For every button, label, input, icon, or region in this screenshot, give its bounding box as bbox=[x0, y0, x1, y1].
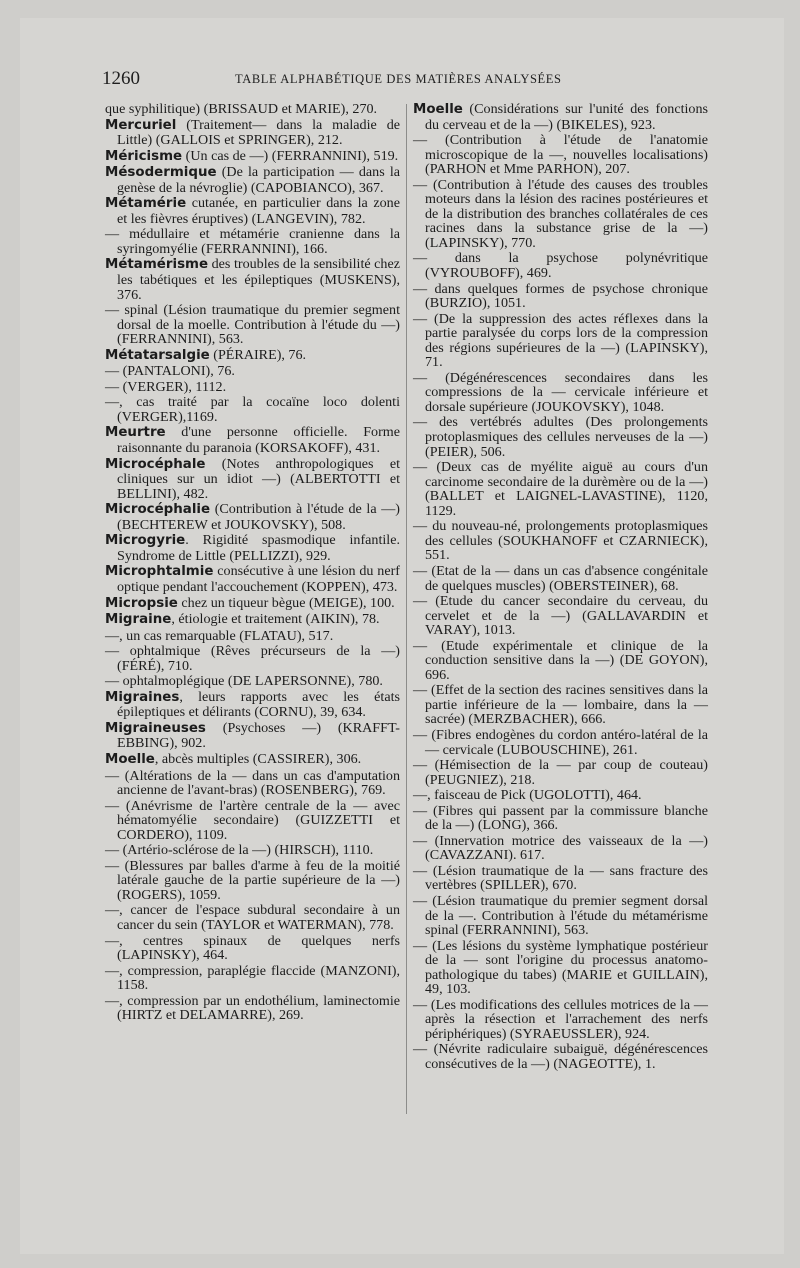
index-entry bbox=[413, 282, 708, 311]
index-entry bbox=[105, 674, 400, 689]
entry-headword: Métamérie bbox=[105, 196, 187, 212]
index-entry bbox=[105, 690, 400, 720]
entry-text: (De la participation — dans la genèse de la névroglie) (CAPOBIANCO), 367. bbox=[117, 164, 400, 196]
entry-headword: Moelle bbox=[413, 102, 463, 117]
index-entry bbox=[105, 934, 400, 963]
index-entry bbox=[413, 594, 708, 638]
index-entry bbox=[105, 721, 400, 751]
index-entry bbox=[413, 998, 708, 1042]
entry-text: — (Névrite radiculaire subaiguë, dégénérescences consécutives de la —) (NAGEOTTE), 1. bbox=[413, 1041, 708, 1072]
entry-text: — (Innervation motrice des vaisseaux de la —) (CAVAZZANI). 617. bbox=[413, 832, 708, 864]
entry-text: —, centres spinaux de quelques nerfs (LAPINSKY), 464. bbox=[105, 932, 400, 964]
index-entry bbox=[105, 612, 400, 628]
index-entry bbox=[413, 939, 708, 997]
index-entry bbox=[413, 834, 708, 863]
entry-headword: Migraines bbox=[105, 689, 180, 705]
index-entry bbox=[413, 1042, 708, 1071]
entry-text: — (VERGER), 1112. bbox=[105, 378, 227, 395]
entry-text: —, cas traité par la cocaïne loco dolenti (VERGER),1169. bbox=[105, 394, 400, 425]
entry-text: (Un cas de —) (FERRANNINI), 519. bbox=[182, 147, 399, 164]
entry-text: — (Effet de la section des racines sensitives dans la partie inférieure de la — lombaire, dans la — sacrée) (MERZBACHER), 666. bbox=[413, 682, 708, 728]
index-entry bbox=[105, 196, 400, 226]
index-entry bbox=[413, 804, 708, 833]
index-entry bbox=[105, 364, 400, 379]
index-entry bbox=[413, 102, 708, 132]
entry-text: — (Deux cas de myélite aiguë au cours d'un carcinome secondaire de la durèmère ou de la —) (BALLET et LAIGNEL-LAVASTINE), 1120, 1129. bbox=[413, 459, 708, 519]
index-column-left bbox=[105, 102, 400, 1024]
entry-text: — (Fibres endogènes du cordon antéro-latéral de la — cervicale (LUBOUSCHINE), 261. bbox=[413, 726, 708, 758]
entry-text: (Contribution à l'étude de la —) (BECHTEREW et JOUKOVSKY), 508. bbox=[117, 501, 400, 533]
entry-text: — (Lésion traumatique du premier segment dorsal de la —. Contribution à l'étude du métamérisme spinal (FERRANNINI), 563. bbox=[413, 892, 708, 939]
entry-text: —, compression, paraplégie flaccide (MANZONI), 1158. bbox=[105, 962, 400, 994]
entry-text: — (Contribution à l'étude de l'anatomie microscopique de la —, nouvelles localisations) (PARHON et Mme PARHON), 207. bbox=[413, 132, 708, 178]
entry-headword: Microphtalmie bbox=[105, 564, 214, 580]
index-entry bbox=[413, 758, 708, 787]
entry-headword: Meurtre bbox=[105, 425, 166, 441]
entry-text: — (Etat de la — dans un cas d'absence congénitale de quelques muscles) (OBERSTEINER), 68. bbox=[413, 562, 708, 594]
entry-text: consécutive à une lésion du nerf optique pendant l'accouchement (KOPPEN), 473. bbox=[117, 563, 400, 595]
index-entry bbox=[413, 251, 708, 280]
index-entry bbox=[105, 752, 400, 768]
index-entry bbox=[413, 864, 708, 893]
entry-text: (Psychoses —) (KRAFFT-EBBING), 902. bbox=[117, 719, 400, 752]
entry-text: , abcès multiples (CASSIRER), 306. bbox=[154, 750, 362, 767]
entry-text: — (Dégénérescences secondaires dans les compressions de la — cervicale inférieure et dorsale supérieure (JOUKOVSKY), 1048. bbox=[413, 369, 708, 415]
entry-text: d'une personne officielle. Forme raisonnante du paranoia (KORSAKOFF), 431. bbox=[117, 424, 400, 457]
entry-headword: Méricisme bbox=[105, 148, 183, 164]
index-entry bbox=[413, 519, 708, 563]
entry-text: — (Contribution à l'étude des causes des troubles moteurs dans la lésion des racines postérieures et de la distribution des branches collatérales de ces racines dans la substance grise de la —) (LAPINSKY), 770. bbox=[413, 176, 708, 251]
index-entry bbox=[105, 165, 400, 195]
entry-text: — (Artério-sclérose de la —) (HIRSCH), 1110. bbox=[105, 842, 374, 859]
index-entry bbox=[413, 639, 708, 683]
index-entry bbox=[413, 894, 708, 938]
index-entry bbox=[413, 312, 708, 370]
index-entry bbox=[413, 728, 708, 757]
entry-text: — (Etude expérimentale et clinique de la conduction sensitive dans la —) (DE GOYON), 696. bbox=[413, 637, 708, 683]
running-title: TABLE ALPHABÉTIQUE DES MATIÈRES ANALYSÉES bbox=[235, 72, 562, 86]
index-entry bbox=[105, 533, 400, 563]
entry-headword: Microcéphalie bbox=[105, 502, 211, 518]
index-entry bbox=[105, 644, 400, 673]
entry-text: —, compression par un endothélium, laminectomie (HIRTZ et DELAMARRE), 269. bbox=[105, 992, 400, 1024]
index-entry bbox=[105, 257, 400, 302]
page-number: 1260 bbox=[102, 68, 140, 89]
index-entry bbox=[105, 395, 400, 424]
index-entry bbox=[413, 788, 708, 803]
entry-headword: Métamérisme bbox=[105, 257, 209, 273]
index-entry bbox=[105, 303, 400, 347]
entry-text: — des vertébrés adultes (Des prolongements protoplasmiques des cellules nerveuses de la —) (PEIER), 506. bbox=[413, 414, 708, 460]
index-entry bbox=[413, 415, 708, 459]
running-header bbox=[100, 68, 720, 94]
entry-headword: Migraineuses bbox=[105, 720, 206, 736]
entry-headword: Microgyrie bbox=[105, 533, 186, 549]
index-entry bbox=[413, 683, 708, 727]
index-entry bbox=[105, 769, 400, 798]
entry-headword: Métatarsalgie bbox=[105, 347, 210, 363]
index-entry bbox=[105, 149, 400, 165]
entry-text: — dans la psychose polynévritique (VYROUBOFF), 469. bbox=[413, 250, 708, 282]
index-entry bbox=[105, 227, 400, 256]
entry-text: des troubles de la sensibilité chez les tabétiques et les épileptiques (MUSKENS), 376. bbox=[117, 256, 400, 303]
entry-text: (Considérations sur l'unité des fonctions du cerveau et de la —) (BIKELES), 923. bbox=[425, 101, 708, 133]
entry-text: — (Blessures par balles d'arme à feu de la moitié latérale gauche de la partie supérieure de la —) (ROGERS), 1059. bbox=[105, 857, 400, 903]
index-entry bbox=[105, 380, 400, 395]
entry-text: — (Les modifications des cellules motrices de la — après la résection et l'arrachement des nerfs périphériques) (SYRAEUSSLER), 924. bbox=[413, 996, 708, 1042]
index-entry bbox=[105, 457, 400, 502]
entry-headword: Moelle bbox=[105, 751, 155, 767]
index-entry bbox=[105, 118, 400, 148]
index-entry bbox=[105, 629, 400, 644]
index-column-right bbox=[413, 102, 708, 1073]
index-entry bbox=[105, 903, 400, 932]
entry-text: —, faisceau de Pick (UGOLOTTI), 464. bbox=[413, 787, 642, 804]
index-entry bbox=[105, 964, 400, 993]
entry-text: chez un tiqueur bègue (MEIGE), 100. bbox=[177, 594, 395, 611]
index-entry bbox=[105, 843, 400, 858]
entry-text: — médullaire et métamérie cranienne dans la syringomyélie (FERRANNINI), 166. bbox=[105, 226, 400, 257]
entry-text: (Notes anthropologiques et cliniques sur un idiot —) (ALBERTOTTI et BELLINI), 482. bbox=[117, 455, 400, 502]
entry-headword: Micropsie bbox=[105, 595, 178, 611]
entry-text: — (Altérations de la — dans un cas d'amputation ancienne de l'avant-bras) (ROSENBERG), 769. bbox=[105, 767, 400, 799]
entry-text: , leurs rapports avec les états épileptiques et délirants (CORNU), 39, 634. bbox=[117, 688, 400, 721]
index-entry bbox=[105, 502, 400, 532]
entry-text: . Rigidité spasmodique infantile. Syndrome de Little (PELLIZZI), 929. bbox=[117, 532, 400, 564]
index-entry bbox=[413, 460, 708, 518]
entry-headword: Migraine bbox=[105, 612, 172, 628]
entry-text: — ophtalmique (Rêves précurseurs de la —) (FÉRÉ), 710. bbox=[105, 643, 400, 674]
entry-text: — spinal (Lésion traumatique du premier segment dorsal de la moelle. Contribution à l'étude du —) (FERRANNINI), 563. bbox=[105, 302, 400, 348]
index-entry bbox=[105, 102, 400, 117]
entry-text: (PÉRAIRE), 76. bbox=[209, 346, 307, 363]
entry-text: — (Hémisection de la — par coup de couteau) (PEUGNIEZ), 218. bbox=[413, 757, 708, 788]
index-entry bbox=[105, 348, 400, 364]
index-entry bbox=[413, 133, 708, 177]
entry-headword: Mercuriel bbox=[105, 117, 177, 133]
entry-text: — (Les lésions du système lymphatique postérieur de la — sont l'origine du processus anatomo-pathologique du tabes) (MARIE et GUILLAIN), 49, 103. bbox=[413, 937, 708, 998]
entry-text: —, un cas remarquable (FLATAU), 517. bbox=[105, 627, 334, 644]
entry-text: , étiologie et traitement (AIKIN), 78. bbox=[171, 611, 380, 628]
entry-text: que syphilitique) (BRISSAUD et MARIE), 270. bbox=[105, 101, 378, 117]
index-entry bbox=[413, 371, 708, 415]
entry-text: cutanée, en particulier dans la zone et les fièvres éruptives) (LANGEVIN), 782. bbox=[117, 195, 400, 227]
entry-text: —, cancer de l'espace subdural secondaire à un cancer du sein (TAYLOR et WATERMAN), 778. bbox=[105, 902, 400, 933]
column-divider bbox=[406, 104, 407, 1114]
index-entry bbox=[105, 564, 400, 594]
entry-text: — du nouveau-né, prolongements protoplasmiques des cellules (SOUKHANOFF et CZARNIECK), 551. bbox=[413, 518, 708, 564]
entry-text: — (Etude du cancer secondaire du cerveau, du cervelet et de la —) (GALLAVARDIN et VARAY), 1013. bbox=[413, 593, 708, 639]
index-entry bbox=[413, 178, 708, 251]
index-entry bbox=[105, 425, 400, 455]
index-entry bbox=[105, 994, 400, 1023]
entry-headword: Mésodermique bbox=[105, 165, 217, 181]
entry-text: — dans quelques formes de psychose chronique (BURZIO), 1051. bbox=[413, 280, 708, 312]
entry-text: — (De la suppression des actes réflexes dans la partie paralysée du corps lors de la compression des régions supérieures de la —) (LAPINSKY), 71. bbox=[413, 310, 708, 371]
entry-text: — ophtalmoplégique (DE LAPERSONNE), 780. bbox=[105, 673, 383, 690]
index-entry bbox=[105, 596, 400, 612]
index-entry bbox=[105, 859, 400, 903]
entry-text: (Traitement— dans la maladie de Little) (GALLOIS et SPRINGER), 212. bbox=[117, 116, 400, 149]
entry-text: — (Fibres qui passent par la commissure blanche de la —) (LONG), 366. bbox=[413, 802, 708, 834]
index-entry bbox=[413, 564, 708, 593]
entry-headword: Microcéphale bbox=[105, 456, 206, 472]
entry-text: — (PANTALONI), 76. bbox=[105, 363, 235, 380]
index-entry bbox=[105, 799, 400, 843]
entry-text: — (Anévrisme de l'artère centrale de la — avec hématomyélie secondaire) (GUIZZETTI et CORDERO), 1109. bbox=[105, 797, 400, 843]
entry-text: — (Lésion traumatique de la — sans fracture des vertèbres (SPILLER), 670. bbox=[413, 862, 708, 894]
